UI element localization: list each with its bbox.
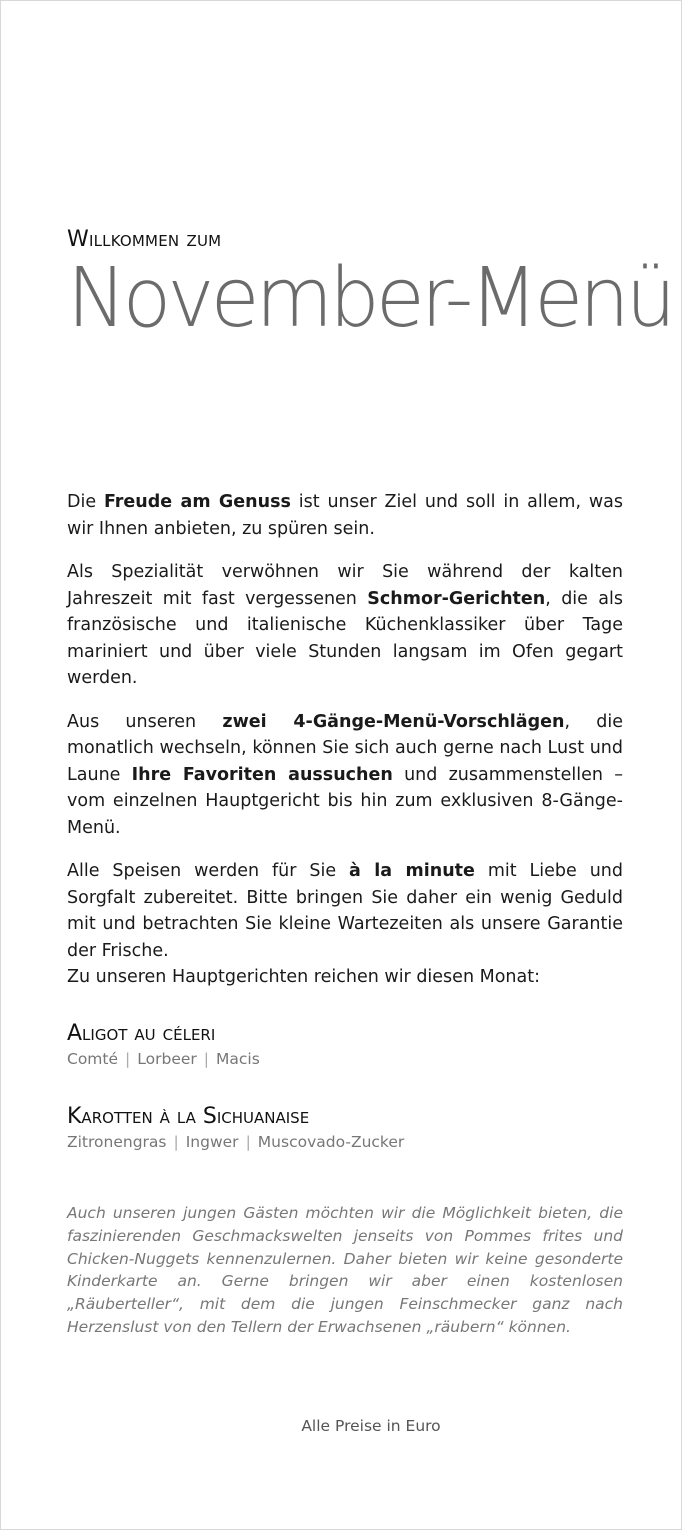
dish-tag: Comté [67,1050,119,1068]
intro-text [67,489,623,981]
tag-separator: | [245,1133,251,1151]
intro-paragraph-4: Alle Speisen werden für Sie à la minute mit Liebe und Sorgfalt zubereitet. Bitte bringen Sie daher ein wenig Geduld mit und betrachten Sie kleine Wartezeiten als unsere Garantie der Frische. [67,861,623,961]
sides-intro: Zu unseren Hauptgerichten reichen wir diesen Monat: [67,967,540,987]
tag-separator: | [173,1133,179,1151]
intro-paragraph-1: Die Freude am Genuss ist unser Ziel und soll in allem, was wir Ihnen anbieten, zu spüren sein. [67,492,624,539]
tag-separator: | [203,1050,210,1068]
dish-tag: Macis [216,1050,260,1068]
dish-tag: Muscovado-Zucker [257,1133,405,1151]
dish-karotten [67,1104,404,1152]
dish-aligot [67,1021,260,1069]
tag-separator: | [125,1050,131,1068]
welcome-kicker: Willkommen zum [67,227,222,252]
price-note: Alle Preise in Euro [301,1417,441,1435]
dish-title: Aligot au céleri [67,1021,216,1046]
dish-tags [67,1049,260,1069]
intro-paragraph-3: Aus unseren zwei 4-Gänge-Menü-Vorschlägen, die monatlich wechseln, können Sie sich auch gerne nach Lust und Laune Ihre Favoriten aussuchen und zusammenstellen – vom einzelnen Hauptgericht bis hin zum exklusiven 8-Gänge-Menü. [67,711,623,838]
intro-paragraph-2: Als Spezialität verwöhnen wir Sie während der kalten Jahreszeit mit fast vergessenen Schmor-Gerichten, die als französische und italienische Küchenklassiker über Tage mariniert und über viele Stunden langsam im Ofen gegart werden. [67,562,623,688]
dish-tag: Zitronengras [67,1133,167,1151]
dish-tag: Lorbeer [137,1050,197,1068]
dish-tag: Ingwer [185,1133,239,1151]
kids-note: Auch unseren jungen Gästen möchten wir die Möglichkeit bieten, die faszinierenden Geschmackswelten jenseits von Pommes frites und Chicken-Nuggets kennenzulernen. Daher bieten wir keine gesonderte Kinderkarte an. Gerne bringen wir aber einen kostenlosen „Räuberteller“, mit dem die jungen Feinschmecker ganz nach Herzenslust von den Tellern der Erwachsenen „räubern“ können. [67,1204,623,1336]
dish-title: Karotten à la Sichuanaise [67,1104,310,1129]
page-title: November-Menü [67,251,673,346]
dish-tags [67,1132,404,1152]
